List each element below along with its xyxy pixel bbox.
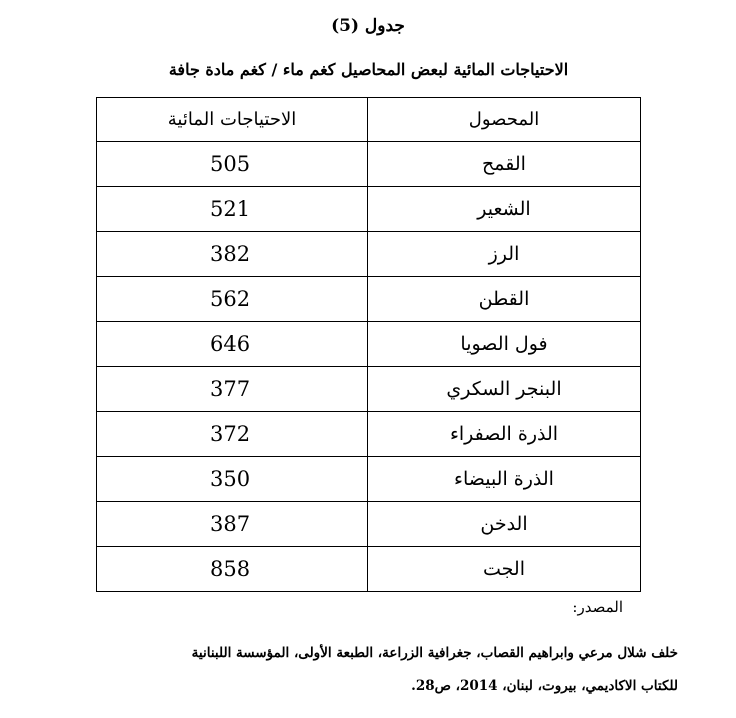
crop-cell: الشعير [368, 187, 641, 232]
value-cell: 521 [97, 187, 368, 232]
value-cell: 387 [97, 502, 368, 547]
value-cell: 646 [97, 322, 368, 367]
table-row [97, 502, 641, 547]
value-cell: 505 [97, 142, 368, 187]
crop-cell: القطن [368, 277, 641, 322]
source-line-2: للكتاب الاكاديمي، بيروت، لبنان، 2014، ص28. [411, 678, 678, 694]
table-row [97, 322, 641, 367]
table-row [97, 457, 641, 502]
value-cell: 350 [97, 457, 368, 502]
source-citation [58, 637, 678, 703]
value-cell: 377 [97, 367, 368, 412]
table-row [97, 232, 641, 277]
water-requirements-table [96, 97, 641, 592]
column-header-crop: المحصول [368, 98, 641, 142]
value-cell: 372 [97, 412, 368, 457]
value-cell: 382 [97, 232, 368, 277]
crop-cell: الجت [368, 547, 641, 592]
crop-cell: الذرة الصفراء [368, 412, 641, 457]
source-line-1: خلف شلال مرعي وابراهيم القصاب، جغرافية الزراعة، الطبعة الأولى، المؤسسة اللبنانية [191, 645, 678, 661]
crop-cell: الذرة البيضاء [368, 457, 641, 502]
table-row [97, 187, 641, 232]
crop-cell: فول الصويا [368, 322, 641, 367]
value-cell: 562 [97, 277, 368, 322]
source-label: المصدر: [572, 598, 623, 616]
crop-cell: الدخن [368, 502, 641, 547]
table-row [97, 547, 641, 592]
table-row [97, 277, 641, 322]
table-row [97, 142, 641, 187]
crop-cell: البنجر السكري [368, 367, 641, 412]
column-header-water: الاحتياجات المائية [97, 98, 368, 142]
crop-cell: الرز [368, 232, 641, 277]
table-title: الاحتياجات المائية لبعض المحاصيل كغم ماء / كغم مادة جافة [168, 60, 569, 79]
table-header-row [97, 98, 641, 142]
crop-cell: القمح [368, 142, 641, 187]
table-row [97, 412, 641, 457]
table-row [97, 367, 641, 412]
value-cell: 858 [97, 547, 368, 592]
table-number: جدول (5) [331, 16, 405, 36]
